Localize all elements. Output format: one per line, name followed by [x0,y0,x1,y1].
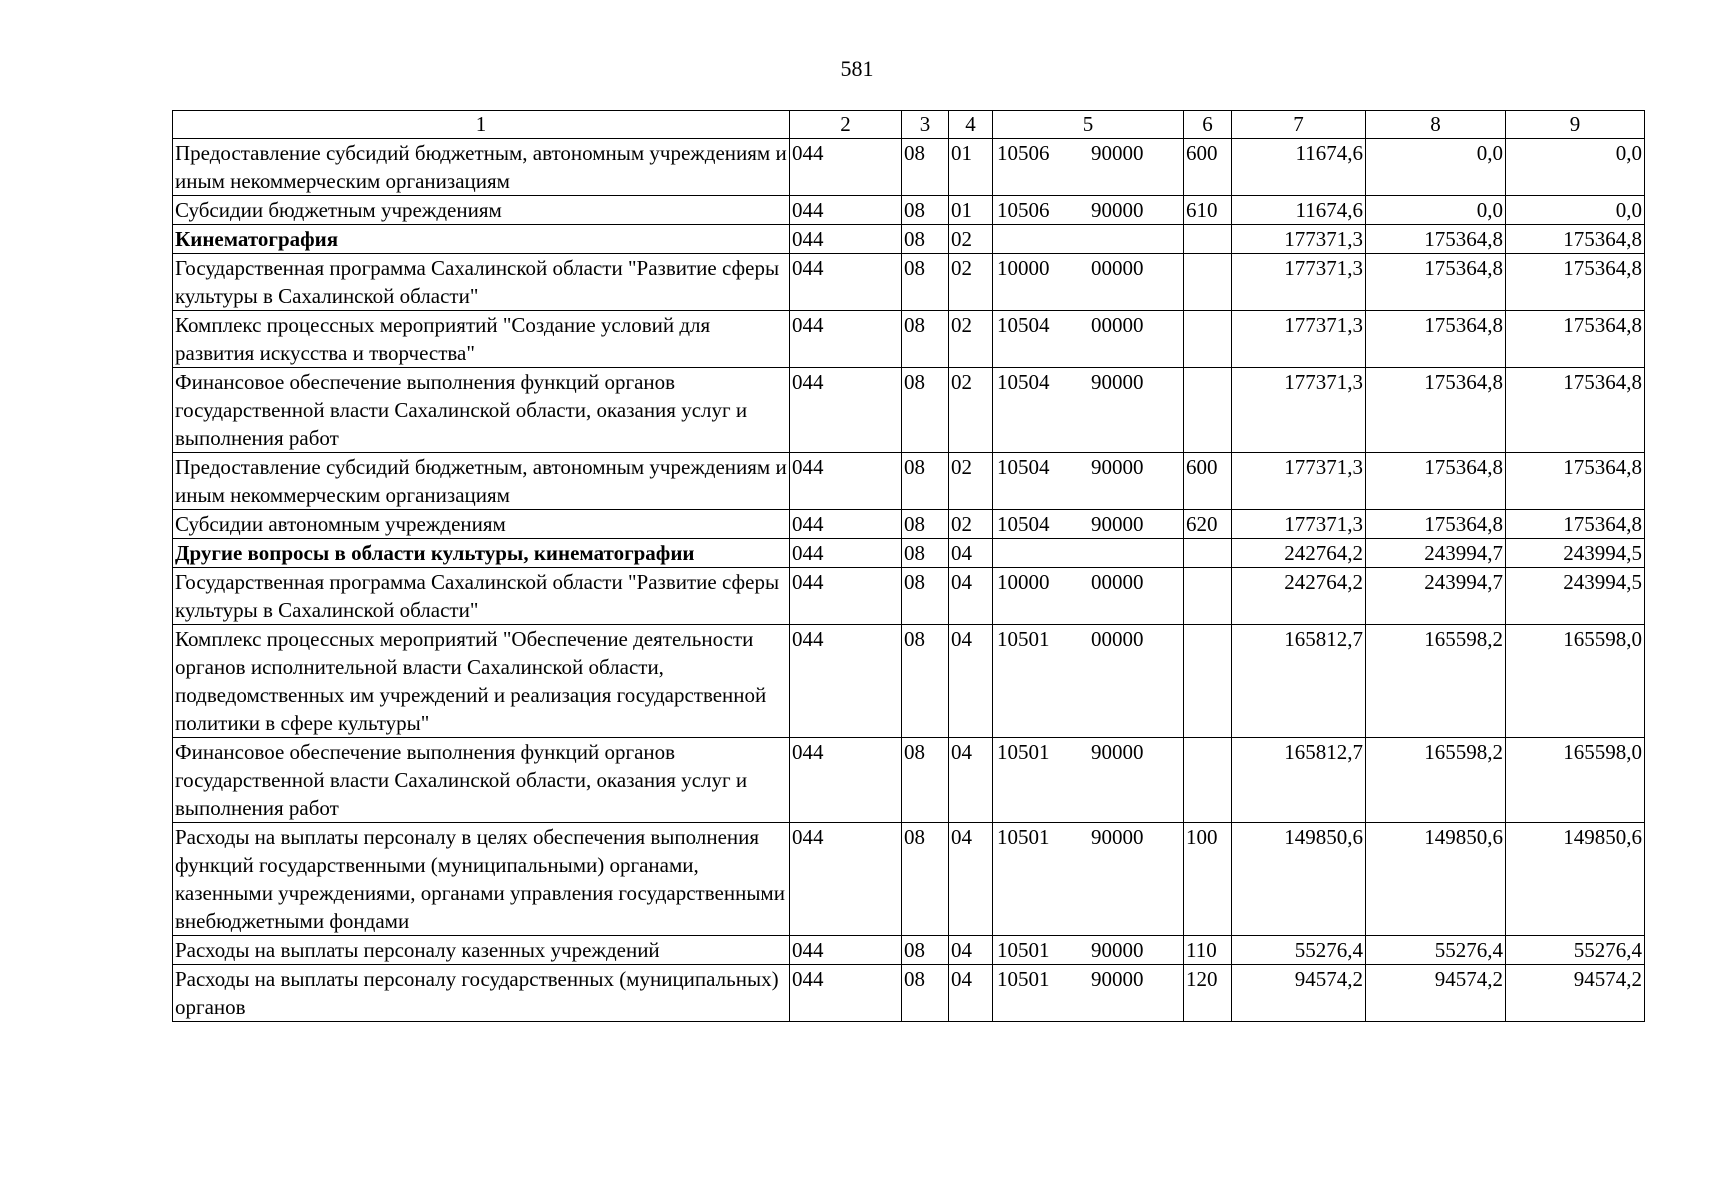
ministry-code: 044 [790,225,902,254]
subsection-code: 01 [949,196,993,225]
target-article-program: 10501 [997,938,1050,962]
row-name: Финансовое обеспечение выполнения функций органов государственной власти Сахалинской области, оказания услуг и выполнения работ [173,368,790,453]
target-article-direction: 00000 [1091,256,1144,280]
amount-year-2: 243994,7 [1366,568,1506,625]
amount-year-1: 242764,2 [1232,539,1366,568]
target-article-program: 10504 [997,512,1050,536]
amount-year-3: 243994,5 [1506,568,1645,625]
amount-year-3: 175364,8 [1506,254,1645,311]
amount-year-1: 177371,3 [1232,311,1366,368]
expense-type-code [1184,625,1232,738]
amount-year-1: 177371,3 [1232,368,1366,453]
ministry-code: 044 [790,568,902,625]
target-article-program: 10000 [997,570,1050,594]
amount-year-2: 175364,8 [1366,311,1506,368]
target-article-direction: 00000 [1091,313,1144,337]
subsection-code: 04 [949,965,993,1022]
expense-type-code: 600 [1184,453,1232,510]
target-article-program: 10504 [997,370,1050,394]
header-cell: 8 [1366,111,1506,139]
amount-year-3: 55276,4 [1506,936,1645,965]
subsection-code: 04 [949,823,993,936]
ministry-code: 044 [790,254,902,311]
amount-year-3: 175364,8 [1506,453,1645,510]
target-article [993,823,1184,936]
header-cell: 9 [1506,111,1645,139]
section-code: 08 [902,510,949,539]
amount-year-2: 0,0 [1366,196,1506,225]
target-article-program: 10506 [997,198,1050,222]
row-name: Расходы на выплаты персоналу казенных учреждений [173,936,790,965]
table-body [173,139,1645,1022]
amount-year-1: 177371,3 [1232,225,1366,254]
target-article-program: 10506 [997,141,1050,165]
target-article [993,510,1184,539]
subsection-code: 04 [949,738,993,823]
table-row [173,625,1645,738]
section-code: 08 [902,368,949,453]
row-name: Кинематография [173,225,790,254]
header-cell: 2 [790,111,902,139]
subsection-code: 02 [949,368,993,453]
ministry-code: 044 [790,539,902,568]
amount-year-3: 0,0 [1506,139,1645,196]
target-article [993,625,1184,738]
target-article [993,225,1184,254]
amount-year-2: 0,0 [1366,139,1506,196]
row-name: Субсидии автономным учреждениям [173,510,790,539]
header-cell: 1 [173,111,790,139]
section-code: 08 [902,254,949,311]
table-row [173,823,1645,936]
target-article-program: 10504 [997,455,1050,479]
expense-type-code [1184,254,1232,311]
table-row [173,965,1645,1022]
amount-year-2: 94574,2 [1366,965,1506,1022]
ministry-code: 044 [790,936,902,965]
amount-year-2: 175364,8 [1366,254,1506,311]
row-name: Расходы на выплаты персоналу государственных (муниципальных) органов [173,965,790,1022]
target-article-direction: 00000 [1091,627,1144,651]
subsection-code: 02 [949,254,993,311]
ministry-code: 044 [790,196,902,225]
expense-type-code [1184,368,1232,453]
target-article [993,568,1184,625]
section-code: 08 [902,568,949,625]
section-code: 08 [902,936,949,965]
table-row [173,510,1645,539]
row-name: Расходы на выплаты персоналу в целях обеспечения выполнения функций государственными (муниципальными) органами, казенными учреждениями, органами управления государственными внебюджетными фондами [173,823,790,936]
table-row [173,539,1645,568]
header-cell: 4 [949,111,993,139]
amount-year-2: 149850,6 [1366,823,1506,936]
section-code: 08 [902,196,949,225]
amount-year-3: 175364,8 [1506,311,1645,368]
target-article-direction: 90000 [1091,825,1144,849]
amount-year-1: 165812,7 [1232,625,1366,738]
section-code: 08 [902,225,949,254]
amount-year-3: 175364,8 [1506,368,1645,453]
header-cell: 5 [993,111,1184,139]
target-article-program: 10501 [997,967,1050,991]
amount-year-2: 165598,2 [1366,738,1506,823]
target-article-direction: 90000 [1091,512,1144,536]
target-article-direction: 90000 [1091,740,1144,764]
expense-type-code: 610 [1184,196,1232,225]
expense-type-code: 110 [1184,936,1232,965]
expense-type-code: 600 [1184,139,1232,196]
header-cell: 6 [1184,111,1232,139]
amount-year-1: 165812,7 [1232,738,1366,823]
target-article-program: 10501 [997,740,1050,764]
table-row [173,568,1645,625]
target-article-direction: 90000 [1091,141,1144,165]
target-article [993,738,1184,823]
expense-type-code: 620 [1184,510,1232,539]
amount-year-3: 243994,5 [1506,539,1645,568]
target-article-direction: 00000 [1091,570,1144,594]
amount-year-3: 175364,8 [1506,510,1645,539]
subsection-code: 04 [949,936,993,965]
section-code: 08 [902,625,949,738]
ministry-code: 044 [790,823,902,936]
ministry-code: 044 [790,965,902,1022]
target-article [993,453,1184,510]
amount-year-1: 94574,2 [1232,965,1366,1022]
subsection-code: 04 [949,625,993,738]
expense-type-code [1184,738,1232,823]
amount-year-3: 175364,8 [1506,225,1645,254]
subsection-code: 02 [949,510,993,539]
amount-year-3: 165598,0 [1506,625,1645,738]
table-row [173,139,1645,196]
ministry-code: 044 [790,510,902,539]
target-article [993,311,1184,368]
target-article-program: 10504 [997,313,1050,337]
section-code: 08 [902,139,949,196]
section-code: 08 [902,965,949,1022]
amount-year-2: 175364,8 [1366,453,1506,510]
amount-year-1: 11674,6 [1232,139,1366,196]
table-row [173,254,1645,311]
target-article-program: 10501 [997,825,1050,849]
row-name: Комплекс процессных мероприятий "Создание условий для развития искусства и творчества" [173,311,790,368]
table-row [173,936,1645,965]
subsection-code: 04 [949,568,993,625]
amount-year-1: 177371,3 [1232,510,1366,539]
section-code: 08 [902,539,949,568]
table-row [173,453,1645,510]
row-name: Комплекс процессных мероприятий "Обеспечение деятельности органов исполнительной власти Сахалинской области, подведомственных им учреждений и реализация государственной политики в сфере культуры" [173,625,790,738]
header-cell: 3 [902,111,949,139]
ministry-code: 044 [790,139,902,196]
expense-type-code [1184,568,1232,625]
target-article-direction: 90000 [1091,455,1144,479]
table-row [173,738,1645,823]
row-name: Другие вопросы в области культуры, кинематографии [173,539,790,568]
row-name: Предоставление субсидий бюджетным, автономным учреждениям и иным некоммерческим организациям [173,139,790,196]
amount-year-1: 149850,6 [1232,823,1366,936]
amount-year-2: 55276,4 [1366,936,1506,965]
target-article-program: 10501 [997,627,1050,651]
ministry-code: 044 [790,453,902,510]
amount-year-2: 175364,8 [1366,368,1506,453]
page-number: 581 [840,56,874,81]
subsection-code: 02 [949,453,993,510]
subsection-code: 02 [949,311,993,368]
budget-table [172,110,1645,1022]
target-article-direction: 90000 [1091,938,1144,962]
row-name: Государственная программа Сахалинской области "Развитие сферы культуры в Сахалинской области" [173,568,790,625]
target-article-direction: 90000 [1091,370,1144,394]
amount-year-2: 175364,8 [1366,225,1506,254]
amount-year-2: 175364,8 [1366,510,1506,539]
target-article [993,196,1184,225]
section-code: 08 [902,311,949,368]
subsection-code: 02 [949,225,993,254]
ministry-code: 044 [790,368,902,453]
amount-year-2: 165598,2 [1366,625,1506,738]
target-article-program: 10000 [997,256,1050,280]
amount-year-1: 177371,3 [1232,453,1366,510]
table-row [173,368,1645,453]
amount-year-1: 55276,4 [1232,936,1366,965]
subsection-code: 04 [949,539,993,568]
expense-type-code [1184,225,1232,254]
ministry-code: 044 [790,311,902,368]
target-article [993,254,1184,311]
amount-year-3: 165598,0 [1506,738,1645,823]
target-article [993,139,1184,196]
target-article [993,965,1184,1022]
expense-type-code [1184,539,1232,568]
table-row [173,196,1645,225]
target-article [993,368,1184,453]
amount-year-3: 149850,6 [1506,823,1645,936]
target-article [993,539,1184,568]
expense-type-code [1184,311,1232,368]
amount-year-1: 177371,3 [1232,254,1366,311]
amount-year-2: 243994,7 [1366,539,1506,568]
section-code: 08 [902,453,949,510]
amount-year-3: 94574,2 [1506,965,1645,1022]
ministry-code: 044 [790,625,902,738]
row-name: Субсидии бюджетным учреждениям [173,196,790,225]
subsection-code: 01 [949,139,993,196]
row-name: Финансовое обеспечение выполнения функций органов государственной власти Сахалинской области, оказания услуг и выполнения работ [173,738,790,823]
table-row [173,225,1645,254]
row-name: Государственная программа Сахалинской области "Развитие сферы культуры в Сахалинской области" [173,254,790,311]
ministry-code: 044 [790,738,902,823]
amount-year-3: 0,0 [1506,196,1645,225]
target-article-direction: 90000 [1091,967,1144,991]
table-row [173,311,1645,368]
expense-type-code: 100 [1184,823,1232,936]
expense-type-code: 120 [1184,965,1232,1022]
header-cell: 7 [1232,111,1366,139]
row-name: Предоставление субсидий бюджетным, автономным учреждениям и иным некоммерческим организациям [173,453,790,510]
section-code: 08 [902,738,949,823]
target-article-direction: 90000 [1091,198,1144,222]
header-row [173,111,1645,139]
amount-year-1: 11674,6 [1232,196,1366,225]
amount-year-1: 242764,2 [1232,568,1366,625]
target-article [993,936,1184,965]
section-code: 08 [902,823,949,936]
